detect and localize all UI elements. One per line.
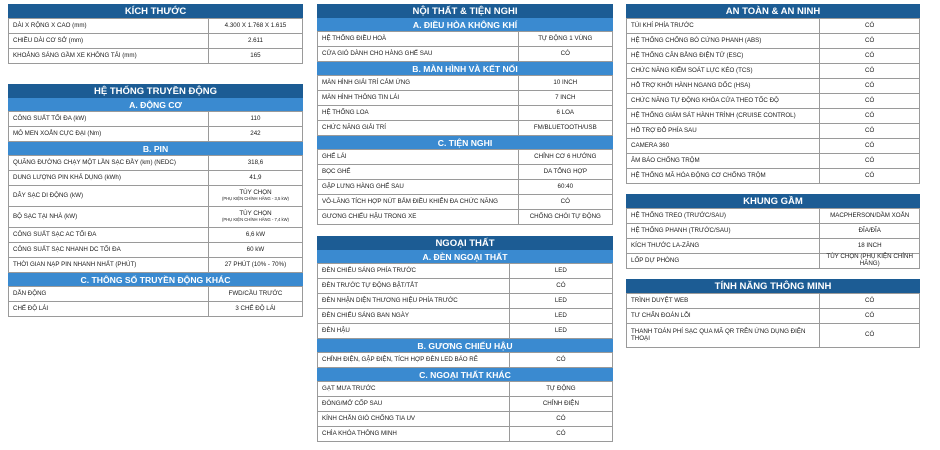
spec-value-text: 318,6 — [247, 158, 264, 166]
spec-row — [627, 79, 920, 94]
spec-key: GẬP LƯNG HÀNG GHẾ SAU — [318, 180, 519, 195]
spec-key: ĐÓNG/MỞ CỐP SAU — [318, 397, 510, 412]
spec-row — [627, 64, 920, 79]
spec-value-text: 10 INCH — [553, 78, 578, 86]
spec-row — [627, 239, 920, 254]
spec-row — [9, 258, 303, 273]
truyen-dong-khac-table — [8, 286, 303, 317]
spec-value-text: CÓ — [865, 331, 875, 339]
spec-value — [208, 302, 302, 317]
spec-key: HỆ THỐNG CÂN BẰNG ĐIỆN TỬ (ESC) — [627, 49, 820, 64]
spec-value-text: 242 — [250, 129, 261, 137]
spec-value — [820, 19, 920, 34]
spec-value-text: CÓ — [556, 281, 566, 289]
khung-gam-table — [626, 208, 920, 269]
spec-key: HỖ TRỢ ĐỖ PHÍA SAU — [627, 124, 820, 139]
spec-row — [318, 294, 613, 309]
guong-table — [317, 352, 613, 368]
spec-value — [820, 224, 920, 239]
spec-value — [208, 49, 302, 64]
spec-value — [518, 121, 612, 136]
spec-value-text: 165 — [250, 51, 261, 59]
thong-minh-header: TÍNH NĂNG THÔNG MINH — [626, 279, 920, 293]
an-toan-table — [626, 18, 920, 184]
thong-minh-table — [626, 293, 920, 348]
spec-key: CHẾ ĐỘ LÁI — [9, 302, 209, 317]
spec-row — [318, 150, 613, 165]
spec-key: TƯ CHẨN ĐOÁN LỖI — [627, 309, 820, 324]
spec-key: ĐÈN HẬU — [318, 324, 510, 339]
spec-value-text: LED — [554, 326, 567, 334]
spec-row — [9, 186, 303, 207]
spec-row — [627, 254, 920, 269]
spec-row — [318, 32, 613, 47]
spec-value-text: 60 kW — [246, 245, 265, 253]
spec-value-text: 7 INCH — [555, 93, 576, 101]
spec-value — [509, 309, 612, 324]
spec-value — [820, 34, 920, 49]
spec-value-text: CÓ — [556, 414, 566, 422]
spec-row — [9, 49, 303, 64]
spec-key: BỘ SẠC TẠI NHÀ (kW) — [9, 207, 209, 228]
spec-value-text: CÓ — [560, 197, 570, 205]
spec-row — [627, 294, 920, 309]
spec-row — [318, 353, 613, 368]
spec-value — [509, 294, 612, 309]
spec-key: TRÌNH DUYỆT WEB — [627, 294, 820, 309]
spec-value — [820, 139, 920, 154]
spec-row — [318, 180, 613, 195]
spec-key: ÂM BÁO CHỐNG TRỘM — [627, 154, 820, 169]
spec-value — [509, 353, 612, 368]
column-middle — [317, 4, 613, 442]
spec-key: CHÌA KHÓA THÔNG MINH — [318, 427, 510, 442]
spec-key: CAMERA 360 — [627, 139, 820, 154]
spec-value-text: CÓ — [865, 126, 875, 134]
spec-key: KÍNH CHẮN GIÓ CHỐNG TIA UV — [318, 412, 510, 427]
column-left — [8, 4, 303, 317]
spec-row — [627, 209, 920, 224]
truyen-dong-khac-header: C. THÔNG SỐ TRUYỀN ĐỘNG KHÁC — [8, 273, 303, 286]
spec-value-text: LED — [554, 311, 567, 319]
spec-key: KÍCH THƯỚC LA-ZĂNG — [627, 239, 820, 254]
spec-value-text: 4.300 X 1.768 X 1.615 — [224, 21, 287, 29]
spec-row — [627, 224, 920, 239]
spec-row — [9, 127, 303, 142]
den-table — [317, 263, 613, 339]
spec-value-text: CHỈNH ĐIỆN — [542, 399, 579, 407]
spec-value — [820, 154, 920, 169]
spec-key: THỜI GIAN NẠP PIN NHANH NHẤT (PHÚT) — [9, 258, 209, 273]
spec-value-text: 27 PHÚT (10% - 70%) — [224, 260, 287, 268]
spec-value — [509, 264, 612, 279]
spec-key: HỆ THỐNG PHANH (TRƯỚC/SAU) — [627, 224, 820, 239]
spec-value-text: CHỈNH CƠ 6 HƯỚNG — [534, 152, 597, 160]
spec-value — [518, 165, 612, 180]
spec-value-text: FM/BLUETOOTH/USB — [533, 123, 597, 131]
spec-row — [627, 109, 920, 124]
spec-key: HỆ THỐNG MÃ HÓA ĐỘNG CƠ CHỐNG TRỘM — [627, 169, 820, 184]
khung-gam-header: KHUNG GẦM — [626, 194, 920, 208]
spec-key: THANH TOÁN PHÍ SẠC QUA MÃ QR TRÊN ỨNG DỤNG ĐIỆN THOẠI — [627, 324, 820, 348]
man-hinh-header: B. MÀN HÌNH VÀ KẾT NỐI — [317, 62, 613, 75]
spec-row — [9, 243, 303, 258]
dong-co-header: A. ĐỘNG CƠ — [8, 98, 303, 111]
spec-row — [318, 106, 613, 121]
spec-value-text: 2.611 — [247, 36, 263, 44]
spec-value — [518, 195, 612, 210]
spec-value — [518, 106, 612, 121]
tien-nghi-header: C. TIỆN NGHI — [317, 136, 613, 149]
spec-row — [9, 156, 303, 171]
spec-value-text: DA TỔNG HỢP — [543, 167, 587, 175]
spec-value — [820, 109, 920, 124]
spec-value — [509, 427, 612, 442]
spec-value — [208, 156, 302, 171]
spec-key: HỆ THỐNG LOA — [318, 106, 519, 121]
spec-key: MÀN HÌNH GIẢI TRÍ CẢM ỨNG — [318, 76, 519, 91]
spec-value-text: CÓ — [865, 36, 875, 44]
spec-value — [518, 76, 612, 91]
spec-row — [9, 302, 303, 317]
column-right — [626, 4, 920, 348]
ngoai-that-khac-header: C. NGOẠI THẤT KHÁC — [317, 368, 613, 381]
spec-value-text: 60:40 — [557, 182, 574, 190]
spec-value — [208, 207, 302, 228]
spec-value-text: MACPHERSON/DẦM XOẮN — [830, 211, 910, 219]
spec-key: CHỨC NĂNG TỰ ĐỘNG KHÓA CỬA THEO TỐC ĐỘ — [627, 94, 820, 109]
spec-row — [9, 228, 303, 243]
spec-row — [627, 34, 920, 49]
spec-key: QUÃNG ĐƯỜNG CHẠY MỘT LẦN SẠC ĐẦY (km) (NEDC) — [9, 156, 209, 171]
spec-row — [627, 309, 920, 324]
spec-value — [208, 258, 302, 273]
spec-value-text: TÙY CHỌN — [239, 210, 272, 218]
spec-value — [208, 34, 302, 49]
spec-value — [518, 32, 612, 47]
spec-row — [318, 309, 613, 324]
spec-value-text: CÓ — [556, 429, 566, 437]
spec-key: DUNG LƯỢNG PIN KHẢ DỤNG (kWh) — [9, 171, 209, 186]
spec-value-text: LED — [554, 266, 567, 274]
dieu-hoa-table — [317, 31, 613, 62]
spec-value — [509, 397, 612, 412]
spec-value — [518, 91, 612, 106]
spec-value-text: 6,6 kW — [245, 230, 266, 238]
spec-value-text: CÓ — [865, 156, 875, 164]
spec-value-text: CÓ — [865, 66, 875, 74]
spec-key: KHOẢNG SÁNG GẦM XE KHÔNG TẢI (mm) — [9, 49, 209, 64]
spec-value-text: 18 INCH — [857, 241, 882, 249]
spec-row — [318, 76, 613, 91]
spec-row — [318, 397, 613, 412]
spec-row — [627, 124, 920, 139]
spec-row — [627, 49, 920, 64]
spec-value — [509, 279, 612, 294]
spec-key: DẪN ĐỘNG — [9, 287, 209, 302]
spec-key: DÂY SẠC DI ĐỘNG (kW) — [9, 186, 209, 207]
spec-row — [318, 382, 613, 397]
spec-key: GẠT MƯA TRƯỚC — [318, 382, 510, 397]
spec-value — [820, 49, 920, 64]
spec-value — [208, 19, 302, 34]
spec-value — [820, 309, 920, 324]
noi-that-header: NỘI THẤT & TIỆN NGHI — [317, 4, 613, 18]
spec-value — [820, 94, 920, 109]
spec-value — [518, 180, 612, 195]
spec-value-text: CÓ — [560, 49, 570, 57]
spec-key: ĐÈN CHIẾU SÁNG PHÍA TRƯỚC — [318, 264, 510, 279]
spec-value-text: CHỐNG CHÓI TỰ ĐỘNG — [529, 212, 601, 220]
spec-row — [627, 139, 920, 154]
spec-row — [318, 324, 613, 339]
spec-key: DÀI X RỘNG X CAO (mm) — [9, 19, 209, 34]
spec-key: CHIỀU DÀI CƠ SỞ (mm) — [9, 34, 209, 49]
spec-key: BỌC GHẾ — [318, 165, 519, 180]
guong-header: B. GƯƠNG CHIẾU HẬU — [317, 339, 613, 352]
spec-value-text: CÓ — [865, 51, 875, 59]
spec-key: CỬA GIÓ DÀNH CHO HÀNG GHẾ SAU — [318, 47, 519, 62]
spec-key: ĐÈN CHIẾU SÁNG BAN NGÀY — [318, 309, 510, 324]
spec-value — [509, 412, 612, 427]
spec-row — [318, 427, 613, 442]
spec-value — [208, 228, 302, 243]
spec-value — [820, 64, 920, 79]
spec-value-text: CÓ — [865, 21, 875, 29]
spec-row — [318, 165, 613, 180]
spec-value — [820, 254, 920, 269]
spec-value-text: TÙY CHỌN — [239, 189, 272, 197]
spec-row — [318, 91, 613, 106]
spec-value-text: CÓ — [865, 111, 875, 119]
dieu-hoa-header: A. ĐIỀU HÒA KHÔNG KHÍ — [317, 18, 613, 31]
ngoai-that-khac-table — [317, 381, 613, 442]
ngoai-that-header: NGOẠI THẤT — [317, 236, 613, 250]
spec-value-text: TỰ ĐỘNG — [546, 384, 576, 392]
spec-row — [318, 279, 613, 294]
spec-value — [208, 243, 302, 258]
pin-table — [8, 155, 303, 273]
spec-row — [9, 207, 303, 228]
spec-value — [820, 79, 920, 94]
man-hinh-table — [317, 75, 613, 136]
spec-value-note: (PHỤ KIỆN CHÍNH HÃNG - 3,5 kW) — [221, 196, 289, 202]
spec-value — [208, 112, 302, 127]
spec-row — [9, 34, 303, 49]
spec-row — [9, 287, 303, 302]
spec-value — [820, 294, 920, 309]
spec-key: GƯƠNG CHIẾU HẬU TRONG XE — [318, 210, 519, 225]
spec-key: VÔ-LĂNG TÍCH HỢP NÚT BẤM ĐIỀU KHIỂN ĐA CHỨC NĂNG — [318, 195, 519, 210]
spec-key: MÀN HÌNH THÔNG TIN LÁI — [318, 91, 519, 106]
spec-row — [627, 19, 920, 34]
spec-row — [318, 195, 613, 210]
pin-header: B. PIN — [8, 142, 303, 155]
spec-value-text: TỰ ĐỘNG 1 VÙNG — [538, 34, 593, 42]
spec-value — [820, 169, 920, 184]
spec-value-note: (PHỤ KIỆN CHÍNH HÃNG - 7,4 kW) — [221, 217, 289, 223]
spec-value-text: CÓ — [556, 355, 566, 363]
spec-key: LỐP DỰ PHÒNG — [627, 254, 820, 269]
spec-value — [820, 124, 920, 139]
an-toan-header: AN TOÀN & AN NINH — [626, 4, 920, 18]
spec-value-text: FWD/CẦU TRƯỚC — [228, 289, 283, 297]
spec-value — [518, 150, 612, 165]
spec-value — [208, 171, 302, 186]
spec-row — [318, 47, 613, 62]
spec-value — [518, 47, 612, 62]
spec-key: CHỈNH ĐIỆN, GẬP ĐIỆN, TÍCH HỢP ĐÈN LED BÁO RẼ — [318, 353, 510, 368]
spec-row — [318, 412, 613, 427]
spec-value-text: 110 — [250, 114, 261, 122]
spec-value — [208, 287, 302, 302]
den-header: A. ĐÈN NGOẠI THẤT — [317, 250, 613, 263]
kich-thuoc-header: KÍCH THƯỚC — [8, 4, 303, 18]
spec-value-text: CÓ — [865, 296, 875, 304]
spec-key: CHỨC NĂNG KIỂM SOÁT LỰC KÉO (TCS) — [627, 64, 820, 79]
spec-row — [9, 19, 303, 34]
spec-value-text: CÓ — [865, 81, 875, 89]
spec-key: TÚI KHÍ PHÍA TRƯỚC — [627, 19, 820, 34]
spec-row — [627, 169, 920, 184]
spec-value-text: 6 LOA — [556, 108, 575, 116]
spec-row — [9, 112, 303, 127]
kich-thuoc-table — [8, 18, 303, 64]
spec-row — [318, 210, 613, 225]
spec-row — [318, 264, 613, 279]
spec-key: MÔ MEN XOẮN CỰC ĐẠI (Nm) — [9, 127, 209, 142]
spec-value-text: LED — [554, 296, 567, 304]
spec-value-text: 3 CHẾ ĐỘ LÁI — [235, 304, 276, 312]
spec-value-text: TÙY CHỌN (PHỤ KIỆN CHÍNH HÃNG) — [826, 253, 913, 267]
spec-row — [9, 171, 303, 186]
spec-key: CÔNG SUẤT SẠC AC TỐI ĐA — [9, 228, 209, 243]
spec-value — [820, 209, 920, 224]
spec-key: CÔNG SUẤT TỐI ĐA (kW) — [9, 112, 209, 127]
spec-value — [509, 382, 612, 397]
spec-value-text: CÓ — [865, 171, 875, 179]
spec-value-text: ĐĨA/ĐĨA — [858, 226, 881, 234]
spec-row — [627, 154, 920, 169]
spec-key: CÔNG SUẤT SẠC NHANH DC TỐI ĐA — [9, 243, 209, 258]
spec-value-text: CÓ — [865, 141, 875, 149]
spec-key: GHẾ LÁI — [318, 150, 519, 165]
spec-key: CHỨC NĂNG GIẢI TRÍ — [318, 121, 519, 136]
spec-row — [627, 94, 920, 109]
spec-value-text: 41,9 — [249, 173, 262, 181]
spec-key: HỆ THỐNG ĐIỀU HOÀ — [318, 32, 519, 47]
spec-value — [208, 127, 302, 142]
spec-key: HỖ TRỢ KHỞI HÀNH NGANG DỐC (HSA) — [627, 79, 820, 94]
spec-row — [318, 121, 613, 136]
spec-value — [820, 324, 920, 348]
spec-key: HỆ THỐNG TREO (TRƯỚC/SAU) — [627, 209, 820, 224]
spec-value-text: CÓ — [865, 311, 875, 319]
truyen-dong-header: HỆ THỐNG TRUYỀN ĐỘNG — [8, 84, 303, 98]
spec-value — [518, 210, 612, 225]
tien-nghi-table — [317, 149, 613, 225]
dong-co-table — [8, 111, 303, 142]
spec-key: ĐÈN NHẬN DIỆN THƯƠNG HIỆU PHÍA TRƯỚC — [318, 294, 510, 309]
spec-key: ĐÈN TRƯỚC TỰ ĐỘNG BẬT/TẮT — [318, 279, 510, 294]
spec-value — [820, 239, 920, 254]
spec-key: HỆ THỐNG GIÁM SÁT HÀNH TRÌNH (CRUISE CONTROL) — [627, 109, 820, 124]
spec-key: HỆ THỐNG CHỐNG BÓ CỨNG PHANH (ABS) — [627, 34, 820, 49]
spec-value — [509, 324, 612, 339]
spec-row — [627, 324, 920, 348]
spec-value-text: CÓ — [865, 96, 875, 104]
spec-value — [208, 186, 302, 207]
